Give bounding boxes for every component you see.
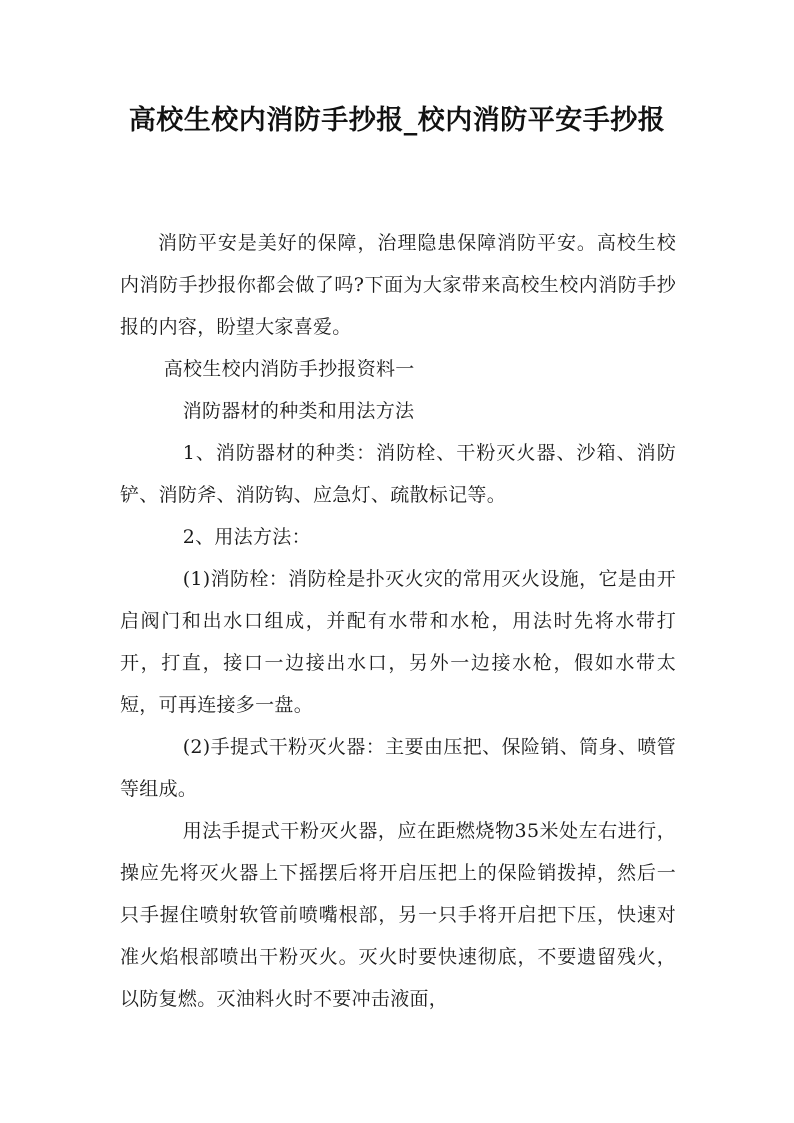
extinguisher-usage-paragraph: 用法手提式干粉灭火器，应在距燃烧物35米处左右进行，操应先将灭火器上下摇摆后将开启压把上的保险销拨掉，然后一只手握住喷射软管前喷嘴根部，另一只手将开启把下压，快速对准火焰根部喷出干粉灭火。灭火时要快速彻底，不要遗留残火，以防复燃。灭油料火时不要冲击液面， bbox=[120, 820, 676, 1010]
intro-paragraph: 消防平安是美好的保障，治理隐患保障消防平安。高校生校内消防手抄报你都会做了吗?下面为大家带来高校生校内消防手抄报的内容，盼望大家喜爱。 bbox=[120, 232, 676, 338]
section-heading: 高校生校内消防手抄报资料一 bbox=[163, 358, 415, 380]
document-title: 高校生校内消防手抄报_校内消防平安手抄报 bbox=[128, 105, 666, 136]
document-body bbox=[120, 222, 676, 1020]
equipment-types-paragraph: 1、消防器材的种类：消防栓、干粉灭火器、沙箱、消防铲、消防斧、消防钩、应急灯、疏散标记等。 bbox=[120, 442, 676, 506]
usage-heading: 2、用法方法： bbox=[182, 526, 311, 548]
hydrant-paragraph: (1)消防栓：消防栓是扑灭火灾的常用灭火设施，它是由开启阀门和出水口组成，并配有水带和水枪，用法时先将水带打开，打直，接口一边接出水口，另外一边接水枪，假如水带太短，可再连接多一盘。 bbox=[120, 568, 676, 716]
extinguisher-paragraph: (2)手提式干粉灭火器：主要由压把、保险销、筒身、喷管等组成。 bbox=[120, 736, 676, 800]
subsection-heading: 消防器材的种类和用法方法 bbox=[182, 400, 415, 422]
